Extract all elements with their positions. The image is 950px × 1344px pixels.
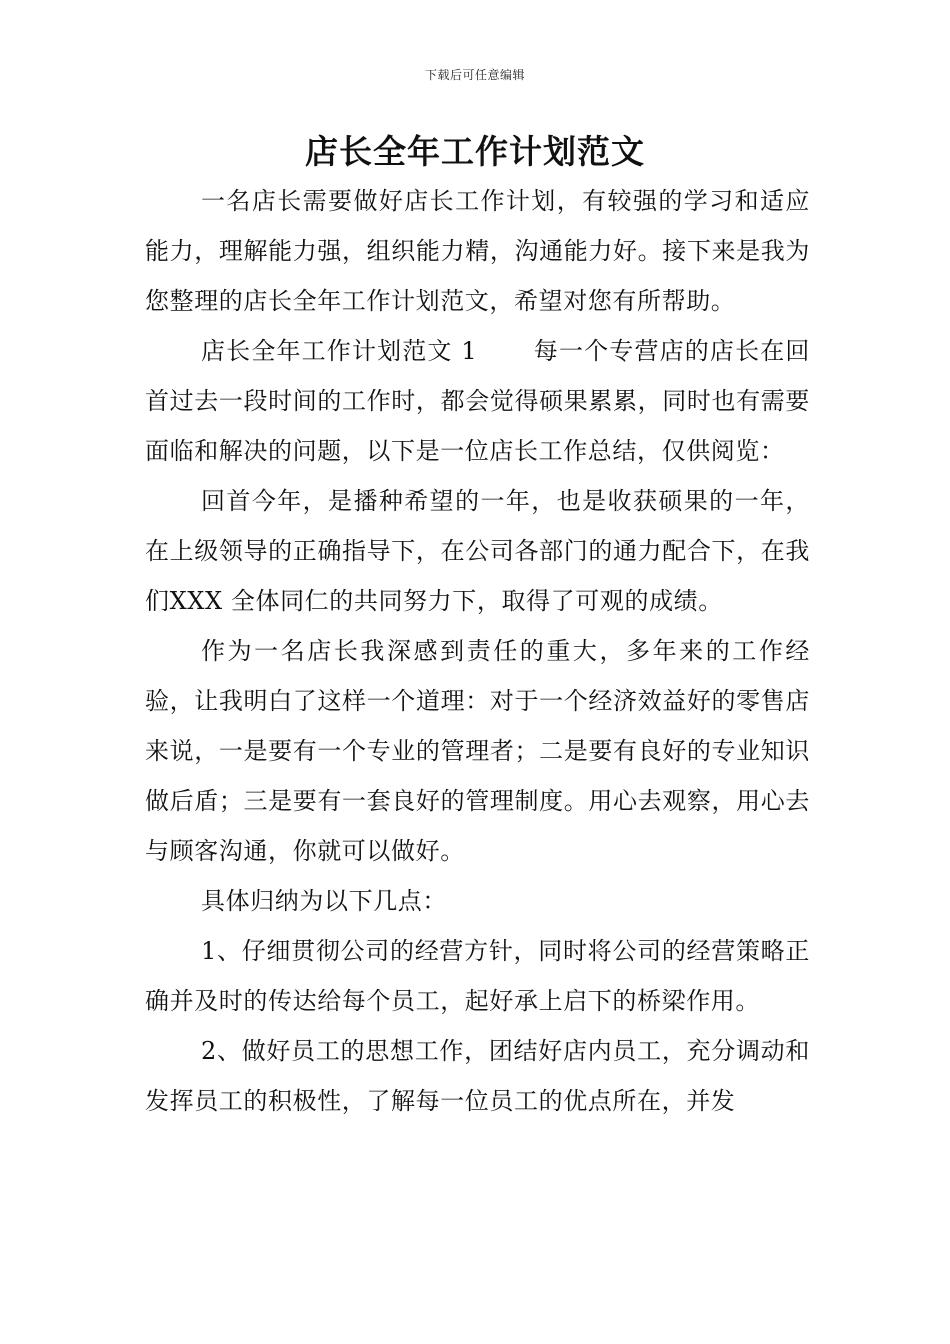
document-title: 店长全年工作计划范文 [305, 132, 645, 171]
section-heading: 店长全年工作计划范文 1 [201, 337, 478, 365]
document-body [145, 176, 810, 1126]
paragraph-section-1 [145, 326, 810, 476]
section-text: 每一个专营店的店长在回首过去一段时间的工作时，都会觉得硕果累累，同时也有需要面临和解决的问题，以下是一位店长工作总结，仅供阅览： [145, 337, 810, 465]
paragraph-experience: 作为一名店长我深感到责任的重大，多年来的工作经验，让我明白了这样一个道理：对于一个经济效益好的零售店来说，一是要有一个专业的管理者；二是要有良好的专业知识做后盾；三是要有一套良好的管理制度。用心去观察，用心去与顾客沟通，你就可以做好。 [145, 637, 810, 865]
paragraph-point-2: 2、做好员工的思想工作，团结好店内员工，充分调动和发挥员工的积极性，了解每一位员工的优点所在，并发 [145, 1037, 810, 1115]
paragraph-review: 回首今年，是播种希望的一年，也是收获硕果的一年，在上级领导的正确指导下，在公司各部门的通力配合下，在我们XXX 全体同仁的共同努力下，取得了可观的成绩。 [145, 487, 810, 615]
paragraph-summary-lead: 具体归纳为以下几点： [201, 887, 447, 915]
paragraph-intro: 一名店长需要做好店长工作计划，有较强的学习和适应能力，理解能力强，组织能力精，沟通能力好。接下来是我为您整理的店长全年工作计划范文，希望对您有所帮助。 [145, 187, 810, 315]
paragraph-point-1: 1、仔细贯彻公司的经营方针，同时将公司的经营策略正确并及时的传达给每个员工，起好承上启下的桥梁作用。 [145, 937, 810, 1015]
header-note: 下载后可任意编辑 [424, 68, 525, 82]
